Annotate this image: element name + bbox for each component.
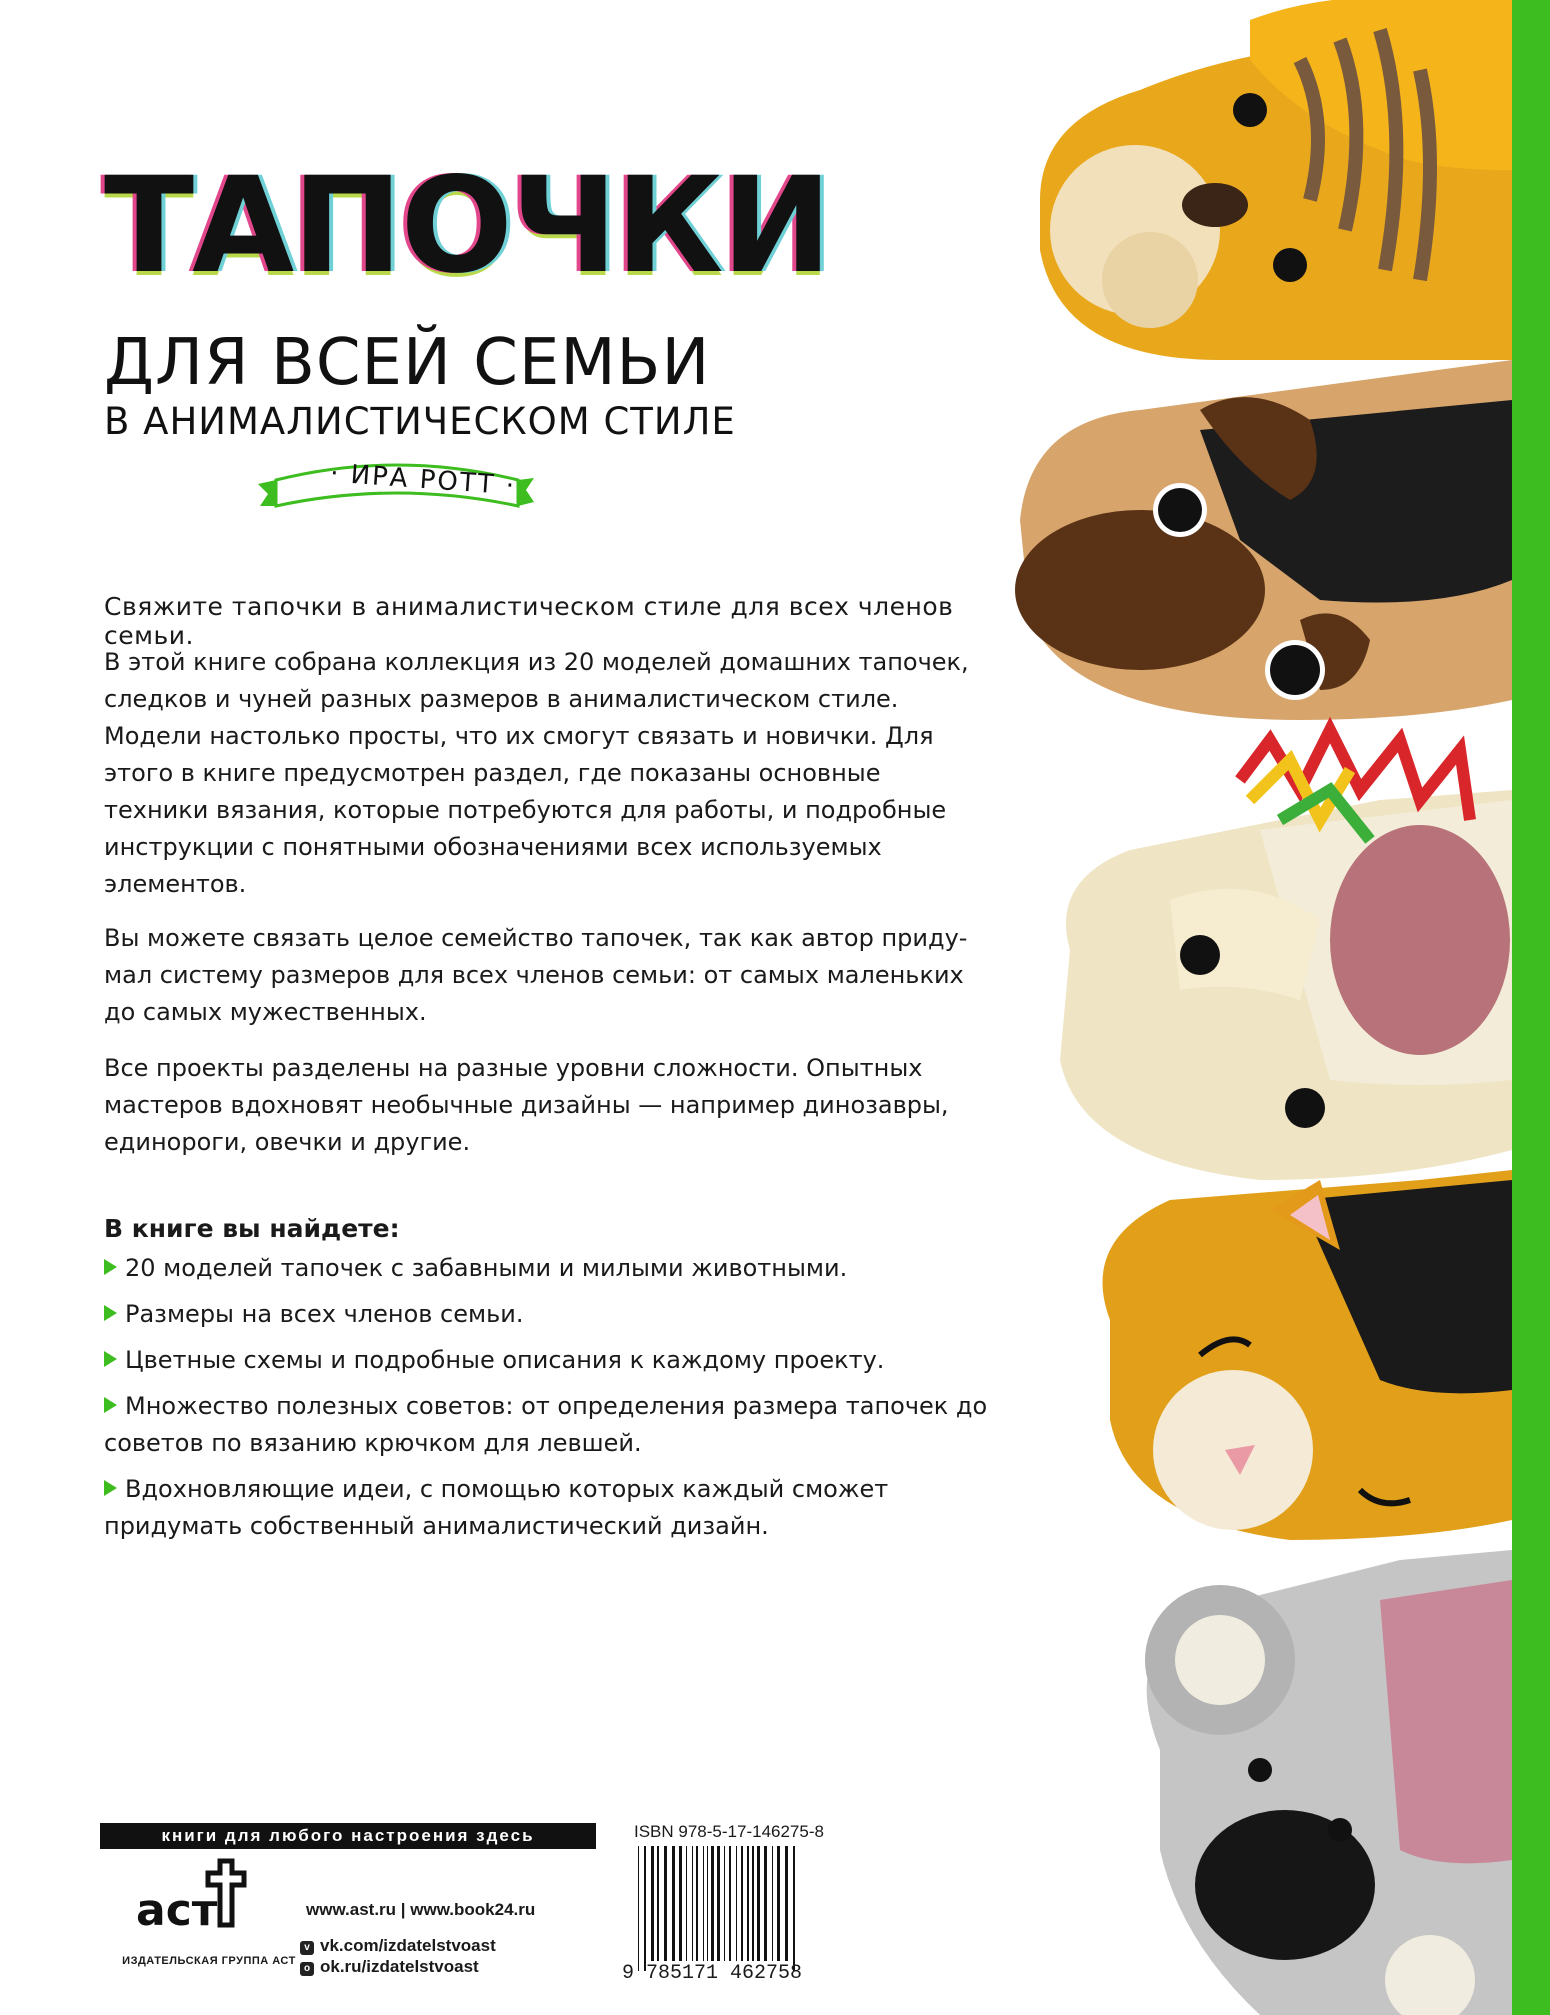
ok-link[interactable]: o ok.ru/izdatelstvoast <box>300 1957 479 1977</box>
vk-icon: v <box>300 1941 314 1955</box>
barcode-bar <box>717 1846 720 1961</box>
lion-slipper-image <box>1040 0 1512 360</box>
barcode-bar <box>696 1846 698 1961</box>
barcode-bar <box>757 1846 760 1961</box>
list-item: Вдохновляющие идеи, с помощью которых каждый сможет придумать собственный анималистический дизайн. <box>104 1475 889 1540</box>
ast-logo-text: аст <box>136 1885 218 1935</box>
barcode-bar <box>638 1846 639 1971</box>
description-paragraph: Все проекты разделены на разные уровни сложности. Опытных мастеров вдохновят необычные дизайны — например динозавры, единороги, овечки и другие. <box>104 1054 949 1156</box>
barcode-bar <box>785 1846 788 1961</box>
list-item: Множество полезных советов: от определения размера тапочек до советов по вязанию крючком для левшей. <box>104 1392 988 1457</box>
author-name: · ИРА РОТТ · <box>329 458 517 502</box>
vk-link[interactable]: v vk.com/izdatelstvoast <box>300 1936 496 1956</box>
description-paragraph: В этой книге собрана коллекция из 20 моделей домашних тапочек, следков и чуней разных размеров в анималистическом стиле. Модели настолько просты, что их смогут связать и новички. Для этого в книге предусмотрен раздел, где показаны основные техники вязания, которые потребуются для работы, и подробные инструкции с понятными обозначениями всех используемых элементов. <box>104 648 969 898</box>
dog-slipper-image <box>1015 360 1512 720</box>
list-item: Цветные схемы и подробные описания к каждому проекту. <box>104 1342 1004 1379</box>
barcode-bar <box>724 1846 725 1961</box>
ast-logo <box>116 1855 276 1935</box>
barcode-bar <box>707 1846 708 1961</box>
barcode-bar <box>729 1846 731 1961</box>
green-spine-bar <box>1512 0 1550 2015</box>
feature-list <box>104 1250 1004 1554</box>
barcode-bar <box>686 1846 687 1961</box>
slogan-banner: книги для любого настроения здесь <box>100 1823 596 1849</box>
barcode-bar <box>664 1846 667 1961</box>
barcode <box>632 1846 830 1971</box>
description-paragraph: Вы можете связать целое семейство тапочек, так как автор приду-мал систему размеров для всех членов семьи: от самых маленьких до самых мужественных. <box>104 924 968 1026</box>
barcode-bar <box>736 1846 737 1961</box>
triangle-bullet-icon <box>104 1351 117 1367</box>
cat-slipper-image <box>1103 1170 1513 1540</box>
barcode-bar <box>747 1846 749 1961</box>
book-subtitle-secondary: В АНИМАЛИСТИЧЕСКОМ СТИЛЕ <box>104 400 736 443</box>
barcode-bar <box>711 1846 714 1961</box>
barcode-bar <box>764 1846 767 1961</box>
barcode-bar <box>752 1846 754 1961</box>
triangle-bullet-icon <box>104 1305 117 1321</box>
book-subtitle: ДЛЯ ВСЕЙ СЕМЬИ <box>104 326 711 400</box>
list-item: Размеры на всех членов семьи. <box>104 1296 1004 1333</box>
intro-text: Свяжите тапочки в анималистическом стиле для всех членов семьи. <box>104 592 954 650</box>
isbn-number: ISBN 978-5-17-146275-8 <box>634 1822 824 1841</box>
koala-slipper-image <box>1145 1550 1512 2015</box>
slippers-illustration <box>1000 0 1512 2015</box>
ok-icon: o <box>300 1962 314 1976</box>
find-heading: В книге вы найдете: <box>104 1214 400 1243</box>
barcode-bar <box>672 1846 675 1961</box>
list-item: 20 моделей тапочек с забавными и милыми животными. <box>104 1250 1004 1287</box>
barcode-bar <box>651 1846 654 1961</box>
barcode-bar <box>679 1846 682 1961</box>
barcode-bar <box>644 1846 646 1971</box>
llama-slipper-image <box>1060 730 1512 1180</box>
barcode-bar <box>772 1846 773 1961</box>
triangle-bullet-icon <box>104 1480 117 1496</box>
barcode-bar <box>777 1846 780 1961</box>
publisher-name: ИЗДАТЕЛЬСКАЯ ГРУППА АСТ <box>122 1955 296 1967</box>
barcode-digits: 9 785171 462758 <box>622 1962 803 1985</box>
barcode-bar <box>703 1846 704 1961</box>
barcode-bar <box>793 1846 795 1971</box>
barcode-bar <box>741 1846 743 1961</box>
barcode-bar <box>692 1846 693 1961</box>
book-title: ТАПОЧКИ <box>104 149 830 303</box>
triangle-bullet-icon <box>104 1397 117 1413</box>
barcode-bar <box>657 1846 659 1961</box>
website-links[interactable]: www.ast.ru | www.book24.ru <box>306 1900 536 1919</box>
triangle-bullet-icon <box>104 1259 117 1275</box>
